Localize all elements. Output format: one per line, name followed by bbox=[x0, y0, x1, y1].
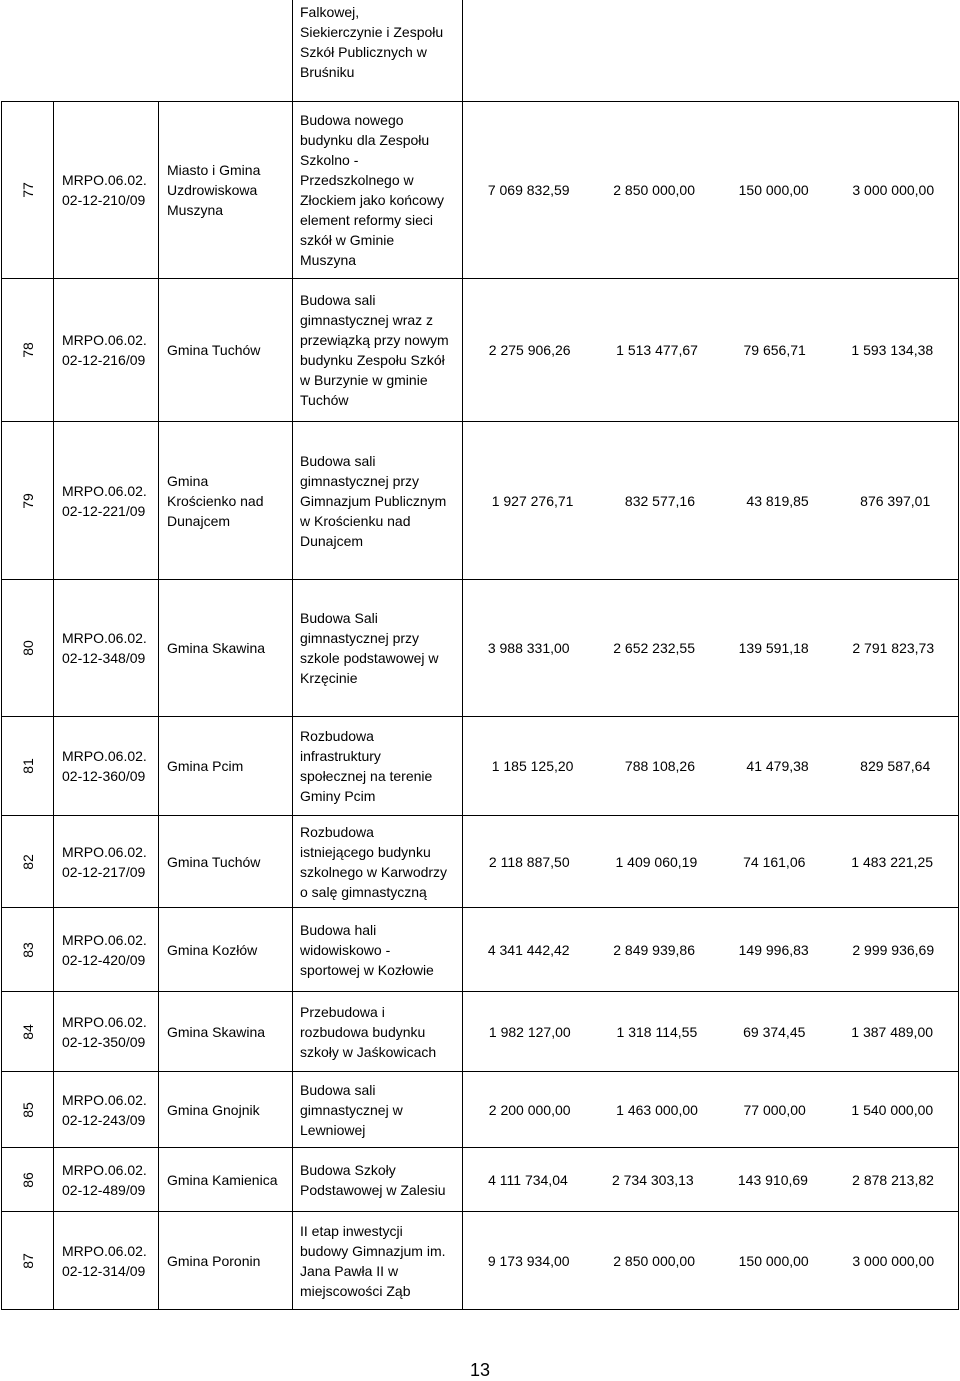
total-cofinancing: 829 587,64 bbox=[860, 758, 931, 774]
row-number: 80 bbox=[19, 640, 36, 656]
project-title: Budowa hali widowiskowo - sportowej w Kozłowie bbox=[300, 921, 434, 978]
total-cofinancing: 1 483 221,25 bbox=[851, 853, 934, 870]
budget-value: 139 591,18 bbox=[738, 640, 809, 656]
project-title: II etap inwestycji budowy Gimnazjum im. Jana Pawła II w miejscowości Ząb bbox=[300, 1222, 446, 1299]
budget-value: 74 161,06 bbox=[743, 853, 806, 870]
total-value: 2 275 906,26 bbox=[488, 342, 571, 358]
row-number: 83 bbox=[19, 941, 36, 958]
beneficiary: Gmina Pcim bbox=[167, 758, 244, 774]
total-cofinancing: 2 878 213,82 bbox=[852, 1171, 934, 1188]
efrr-value: 1 409 060,19 bbox=[615, 853, 698, 870]
total-value: 2 118 887,50 bbox=[488, 853, 570, 870]
total-cofinancing: 1 540 000,00 bbox=[851, 1101, 934, 1118]
budget-value: 149 996,83 bbox=[738, 941, 809, 958]
total-value: 9 173 934,00 bbox=[487, 1252, 570, 1269]
project-title: Budowa sali gimnastycznej przy Gimnazjum Publicznym w Krościenku nad Dunajcem bbox=[300, 452, 447, 549]
total-value: 4 341 442,42 bbox=[487, 941, 570, 958]
project-code: MRPO.06.02. 02-12-348/09 bbox=[62, 630, 147, 666]
beneficiary: Gmina Krościenko nad Dunajcem bbox=[167, 472, 264, 529]
efrr-value: 1 318 114,55 bbox=[616, 1023, 698, 1040]
total-value: 3 988 331,00 bbox=[487, 640, 570, 656]
project-code: MRPO.06.02. 02-12-420/09 bbox=[62, 931, 147, 968]
project-title: Rozbudowa istniejącego budynku szkolnego w Karwodrzy o salę gimnastyczną bbox=[300, 823, 448, 900]
budget-value: 150 000,00 bbox=[738, 182, 809, 198]
project-code: MRPO.06.02. 02-12-243/09 bbox=[62, 1091, 147, 1128]
project-code: MRPO.06.02. 02-12-221/09 bbox=[62, 482, 147, 519]
project-code: MRPO.06.02. 02-12-314/09 bbox=[62, 1242, 147, 1279]
efrr-value: 788 108,26 bbox=[624, 758, 695, 774]
project-title: Rozbudowa infrastruktury społecznej na terenie Gminy Pcim bbox=[300, 728, 433, 804]
project-code: MRPO.06.02. 02-12-489/09 bbox=[62, 1161, 147, 1198]
total-value: 1 185 125,20 bbox=[491, 758, 574, 774]
row-number: 78 bbox=[19, 342, 36, 358]
project-title: Budowa Szkoły Podstawowej w Zalesiu bbox=[300, 1161, 446, 1198]
row-number: 82 bbox=[19, 853, 36, 870]
beneficiary: Gmina Poronin bbox=[167, 1252, 261, 1269]
row-number: 79 bbox=[19, 492, 36, 509]
row-number: 77 bbox=[19, 182, 36, 198]
total-value: 4 111 734,04 bbox=[488, 1171, 568, 1188]
project-code: MRPO.06.02. 02-12-217/09 bbox=[62, 843, 147, 880]
total-cofinancing: 3 000 000,00 bbox=[852, 182, 935, 198]
budget-value: 43 819,85 bbox=[746, 492, 809, 509]
total-cofinancing: 2 791 823,73 bbox=[852, 640, 935, 656]
total-cofinancing: 1 593 134,38 bbox=[851, 342, 934, 358]
project-code: MRPO.06.02. 02-12-350/09 bbox=[62, 1013, 147, 1050]
total-cofinancing: 3 000 000,00 bbox=[852, 1252, 935, 1269]
total-value: 1 927 276,71 bbox=[491, 492, 574, 509]
total-value: 2 200 000,00 bbox=[488, 1101, 571, 1118]
beneficiary: Gmina Tuchów bbox=[167, 342, 261, 358]
beneficiary: Miasto i Gmina Uzdrowiskowa Muszyna bbox=[167, 162, 261, 218]
row-number: 85 bbox=[19, 1101, 36, 1118]
beneficiary: Gmina Skawina bbox=[167, 640, 266, 656]
efrr-value: 2 849 939,86 bbox=[613, 941, 695, 958]
project-code: MRPO.06.02. 02-12-360/09 bbox=[62, 748, 147, 784]
efrr-value: 1 513 477,67 bbox=[616, 342, 698, 358]
budget-value: 41 479,38 bbox=[746, 758, 809, 774]
efrr-value: 2 850 000,00 bbox=[613, 1252, 695, 1269]
beneficiary: Gmina Kamienica bbox=[167, 1171, 278, 1188]
efrr-value: 1 463 000,00 bbox=[616, 1101, 698, 1118]
efrr-value: 832 577,16 bbox=[624, 492, 695, 509]
project-code: MRPO.06.02. 02-12-216/09 bbox=[62, 332, 147, 368]
budget-value: 69 374,45 bbox=[743, 1023, 806, 1040]
beneficiary: Gmina Skawina bbox=[167, 1023, 266, 1040]
project-code: MRPO.06.02. 02-12-210/09 bbox=[62, 172, 147, 208]
total-value: 1 982 127,00 bbox=[488, 1023, 571, 1040]
beneficiary: Gmina Kozłów bbox=[167, 941, 258, 958]
total-value: 7 069 832,59 bbox=[487, 182, 570, 198]
beneficiary: Gmina Tuchów bbox=[167, 853, 261, 870]
row-number: 86 bbox=[19, 1171, 36, 1188]
top-fragment-text: Falkowej, Siekierczynie i Zespołu Szkół Publicznych w Bruśniku bbox=[300, 4, 444, 80]
budget-value: 77 000,00 bbox=[743, 1101, 806, 1118]
efrr-value: 2 850 000,00 bbox=[613, 182, 695, 198]
budget-value: 150 000,00 bbox=[738, 1252, 809, 1269]
project-title: Przebudowa i rozbudowa budynku szkoły w Jaśkowicach bbox=[300, 1003, 437, 1060]
project-title: Budowa Sali gimnastycznej przy szkole podstawowej w Krzęcinie bbox=[300, 610, 439, 686]
page-number: 13 bbox=[469, 1360, 491, 1380]
efrr-value: 2 652 232,55 bbox=[613, 640, 695, 656]
row-number: 81 bbox=[19, 758, 36, 774]
row-number: 87 bbox=[19, 1252, 36, 1269]
project-title: Budowa sali gimnastycznej w Lewniowej bbox=[300, 1081, 403, 1138]
budget-value: 79 656,71 bbox=[743, 342, 806, 358]
row-number: 84 bbox=[19, 1023, 36, 1040]
beneficiary: Gmina Gnojnik bbox=[167, 1101, 260, 1118]
project-title: Budowa nowego budynku dla Zespołu Szkolno - Przedszkolnego w Złockiem jako końcowy element reformy sieci szkół w Gminie Muszyna bbox=[300, 112, 444, 268]
total-cofinancing: 876 397,01 bbox=[860, 492, 931, 509]
project-title: Budowa sali gimnastycznej wraz z przewiązką przy nowym budynku Zespołu Szkół w Burzynie w gminie Tuchów bbox=[300, 292, 449, 408]
total-cofinancing: 1 387 489,00 bbox=[851, 1023, 934, 1040]
total-cofinancing: 2 999 936,69 bbox=[852, 941, 935, 958]
efrr-value: 2 734 303,13 bbox=[611, 1171, 694, 1188]
budget-value: 143 910,69 bbox=[737, 1171, 808, 1188]
